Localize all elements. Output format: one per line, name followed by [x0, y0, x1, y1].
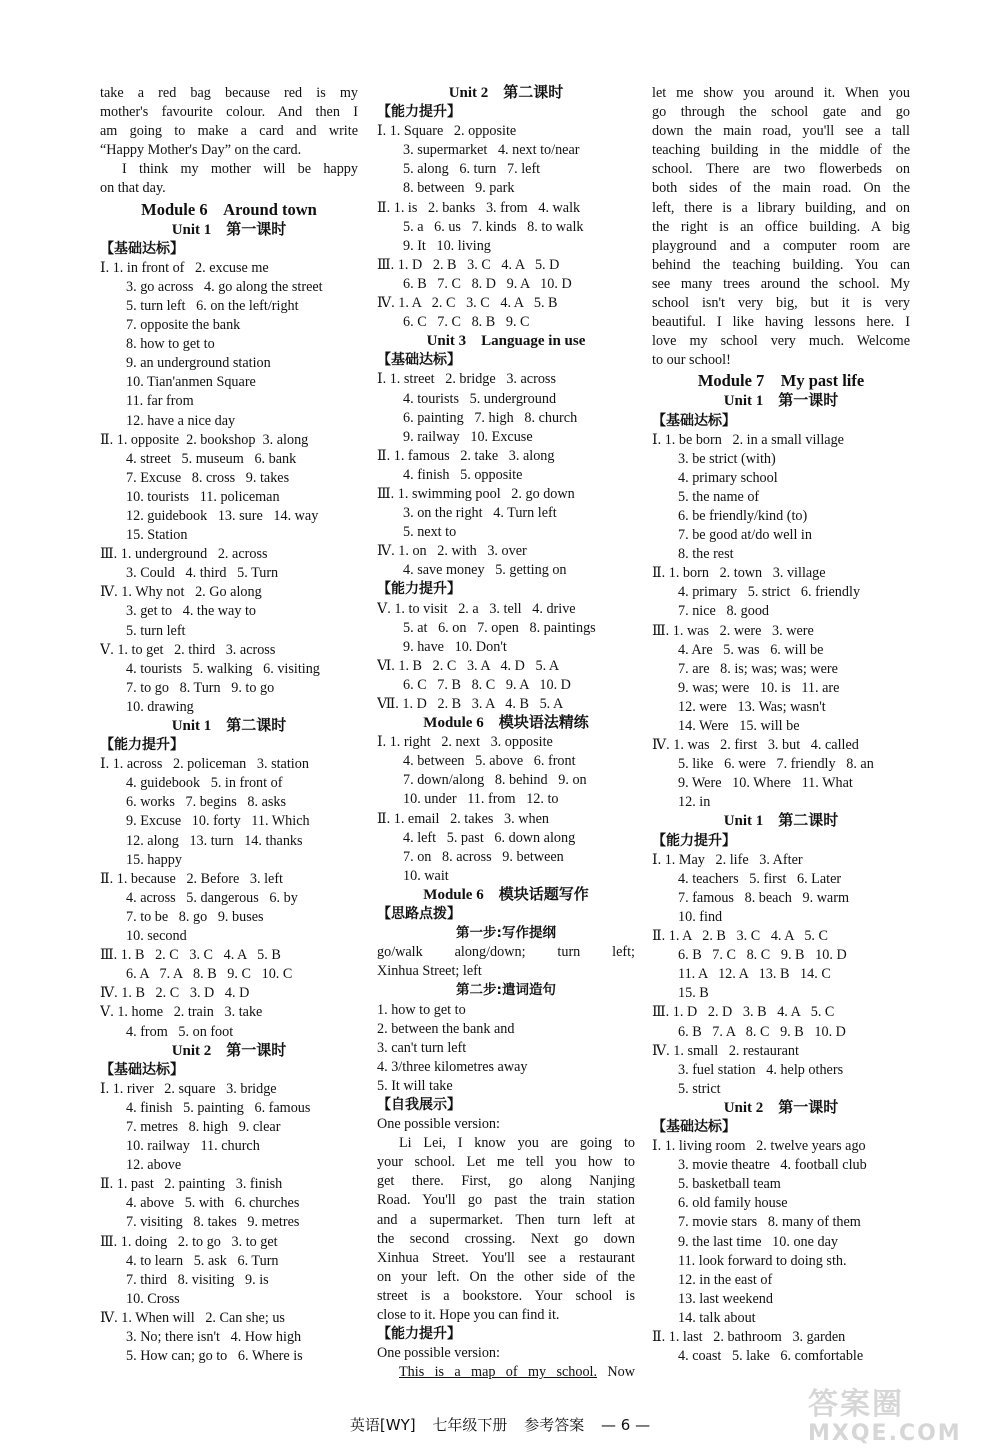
- answer-line: 4. from 5. on foot: [126, 1023, 234, 1040]
- answer-line: 3. Could 4. third 5. Turn: [126, 565, 279, 582]
- answer-line: 6. old family house: [678, 1195, 788, 1212]
- essay-line: take a red bag because red is my: [100, 85, 358, 101]
- answer-line: 7. opposite the bank: [126, 317, 241, 334]
- answer-line: 10. wait: [403, 867, 449, 884]
- answer-line: 5. strict: [678, 1080, 721, 1097]
- essay-line: I think my mother will be happy: [122, 161, 358, 178]
- answer-line: Ⅱ. 1. opposite 2. bookshop 3. along: [100, 431, 309, 448]
- answer-line: 11. A 12. A 13. B 14. C: [678, 966, 831, 983]
- essay-line: get there. First, go along Nanjing: [377, 1173, 635, 1190]
- answer-line: 7. visiting 8. takes 9. metres: [126, 1214, 300, 1231]
- answer-line: 9. It 10. living: [403, 237, 491, 254]
- answer-line: 12. along 13. turn 14. thanks: [126, 832, 303, 849]
- answer-line: 10. Tian'anmen Square: [126, 374, 256, 391]
- essay-line: and a supermarket. Then turn left at: [377, 1211, 635, 1228]
- section-tag: 【能力提升】: [652, 832, 736, 849]
- essay-line: “Happy Mother's Day” on the card.: [100, 142, 302, 159]
- section-tag: 【基础达标】: [100, 240, 184, 257]
- answer-line: 4. tourists 5. walking 6. visiting: [126, 660, 320, 677]
- answer-line: Ⅳ. 1. small 2. restaurant: [652, 1042, 799, 1059]
- answer-line: Ⅳ. 1. A 2. C 3. C 4. A 5. B: [377, 295, 558, 312]
- unit-heading: Unit 3 Language in use: [426, 333, 586, 350]
- answer-line: 7. third 8. visiting 9. is: [126, 1271, 269, 1288]
- essay-line: close to it. Hope you can find it.: [377, 1307, 560, 1323]
- answer-line: Ⅰ. 1. Square 2. opposite: [377, 123, 517, 140]
- section-tag: 【基础达标】: [100, 1061, 184, 1078]
- answer-line: 7. Excuse 8. cross 9. takes: [126, 469, 290, 486]
- page-number: — 6 —: [600, 1416, 651, 1434]
- answer-line: Ⅰ. 1. May 2. life 3. After: [652, 851, 803, 868]
- answer-line: 14. Were 15. will be: [678, 718, 800, 734]
- answer-line: Ⅰ. 1. street 2. bridge 3. across: [377, 371, 556, 388]
- answer-line: Ⅳ. 1. was 2. first 3. but 4. called: [652, 737, 859, 754]
- answer-line: One possible version:: [377, 1345, 500, 1362]
- unit-heading: Unit 2 第一课时: [171, 1042, 287, 1059]
- section-tag: 【能力提升】: [377, 581, 461, 598]
- essay-line: love my school very much. Welcome: [652, 333, 910, 350]
- essay-line: left, there is a library building, and on: [652, 199, 910, 216]
- answer-line: 3. can't turn left: [377, 1039, 467, 1056]
- answer-line: 9. Excuse 10. forty 11. Which: [126, 813, 310, 830]
- unit-heading: Unit 2 第二课时: [448, 85, 564, 101]
- answer-line: 4. finish 5. painting 6. famous: [126, 1099, 311, 1116]
- answer-line: 11. look forward to doing sth.: [678, 1252, 847, 1269]
- answer-line: 7. down/along 8. behind 9. on: [403, 772, 587, 789]
- answer-line: 4. Are 5. was 6. will be: [678, 641, 824, 658]
- answer-line: 4. between 5. above 6. front: [403, 753, 576, 770]
- essay-line: This is a map of my school. Now: [399, 1364, 635, 1381]
- answer-line: 6. be friendly/kind (to): [678, 507, 808, 524]
- column-left: [100, 84, 358, 1366]
- section-tag: 【思路点拨】: [377, 906, 461, 923]
- essay-line: the second crossing. Next go down: [377, 1230, 635, 1247]
- essay-line: behind the teaching building. You can: [652, 256, 910, 273]
- answer-line: 11. far from: [126, 393, 194, 410]
- answer-line: 5. along 6. turn 7. left: [403, 161, 541, 178]
- essay-line: beautiful. I like having lessons here. I: [652, 314, 910, 331]
- essay-line: down the main road, you'll see a tall: [652, 123, 910, 140]
- section-tag: 【基础达标】: [377, 352, 461, 369]
- answer-line: 4. across 5. dangerous 6. by: [126, 889, 298, 906]
- answer-line: Ⅰ. 1. living room 2. twelve years ago: [652, 1138, 866, 1155]
- answer-line: 3. be strict (with): [678, 450, 776, 467]
- answer-line: 12. were 13. Was; wasn't: [678, 698, 826, 715]
- answer-line: 4. primary 5. strict 6. friendly: [678, 584, 861, 601]
- answer-line: 4. coast 5. lake 6. comfortable: [678, 1348, 864, 1365]
- answer-line: Ⅲ. 1. B 2. C 3. C 4. A 5. B: [100, 947, 281, 964]
- answer-line: 14. talk about: [678, 1309, 756, 1326]
- answer-line: Ⅳ. 1. on 2. with 3. over: [377, 543, 527, 560]
- unit-heading: Module 6 模块语法精练: [423, 715, 589, 732]
- answer-line: 7. on 8. across 9. between: [403, 848, 564, 865]
- answer-line: 9. railway 10. Excuse: [403, 428, 533, 445]
- answer-line: 10. drawing: [126, 698, 194, 715]
- answer-line: Ⅱ. 1. A 2. B 3. C 4. A 5. C: [652, 928, 828, 945]
- answer-line: 6. works 7. begins 8. asks: [126, 794, 286, 811]
- answer-line: 4. save money 5. getting on: [403, 562, 567, 579]
- answer-line: 10. tourists 11. policeman: [126, 488, 280, 505]
- unit-heading: Unit 2 第一课时: [723, 1099, 839, 1116]
- answer-line: Ⅳ. 1. B 2. C 3. D 4. D: [100, 985, 250, 1002]
- answer-line: 7. be good at/do well in: [678, 527, 812, 544]
- essay-line: the right is an office building. A big: [652, 218, 910, 235]
- answer-line: 12. in: [678, 794, 711, 811]
- answer-line: 10. railway 11. church: [126, 1138, 260, 1155]
- answer-line: 3. on the right 4. Turn left: [403, 505, 557, 522]
- answer-line: 5. turn left: [126, 622, 186, 639]
- answer-line: 7. famous 8. beach 9. warm: [678, 889, 849, 906]
- essay-line: Li Lei, I know you are going to: [399, 1135, 635, 1152]
- answer-line: 15. B: [678, 985, 709, 1002]
- essay-line: go/walk along/down; turn left;: [377, 944, 635, 961]
- unit-heading: Unit 1 第一课时: [171, 221, 287, 238]
- unit-heading: Unit 1 第二课时: [171, 718, 287, 734]
- answer-line: 7. nice 8. good: [678, 603, 770, 620]
- answer-line: 4. primary school: [678, 469, 778, 486]
- answer-line: Ⅲ. 1. doing 2. to go 3. to get: [100, 1233, 278, 1250]
- answer-line: Ⅲ. 1. underground 2. across: [100, 546, 268, 563]
- answer-line: 9. was; were 10. is 11. are: [678, 679, 840, 696]
- answer-line: 12. above: [126, 1157, 182, 1174]
- footer-grade: 七年级下册: [432, 1416, 508, 1434]
- step-heading: 第二步:遣词造句: [456, 982, 556, 999]
- answer-line: 5. like 6. were 7. friendly 8. an: [678, 756, 874, 773]
- answer-line: 3. go across 4. go along the street: [126, 278, 323, 295]
- answer-line: 4. above 5. with 6. churches: [126, 1195, 300, 1212]
- answer-line: Ⅲ. 1. D 2. D 3. B 4. A 5. C: [652, 1004, 835, 1021]
- answer-line: 12. in the east of: [678, 1271, 773, 1288]
- essay-line: Xinhua Street. You'll see a restaurant: [377, 1249, 635, 1266]
- answer-line: 2. between the bank and: [377, 1020, 515, 1037]
- answer-line: Ⅰ. 1. be born 2. in a small village: [652, 431, 844, 448]
- answer-line: 3. get to 4. the way to: [126, 603, 257, 620]
- section-tag: 【能力提升】: [377, 1326, 461, 1343]
- essay-line: to our school!: [652, 352, 731, 369]
- answer-line: 5. turn left 6. on the left/right: [126, 297, 299, 314]
- answer-line: 6. A 7. A 8. B 9. C 10. C: [126, 966, 293, 983]
- answer-line: Ⅳ. 1. Why not 2. Go along: [100, 584, 262, 601]
- answer-line: Ⅱ. 1. past 2. painting 3. finish: [100, 1176, 283, 1193]
- essay-line: school. There are two flowerbeds on: [652, 161, 910, 178]
- answer-line: 10. Cross: [126, 1290, 180, 1307]
- answer-line: 8. between 9. park: [403, 180, 515, 197]
- answer-line: 7. are 8. is; was; was; were: [678, 660, 838, 677]
- answer-line: 6. B 7. C 8. C 9. B 10. D: [678, 947, 847, 964]
- module-heading: Module 6 Around town: [141, 199, 317, 219]
- essay-line: your school. Let me tell you how to: [377, 1154, 635, 1171]
- essay-line: mother's favourite colour. And then I: [100, 104, 358, 121]
- answer-line: 4. tourists 5. underground: [403, 390, 557, 407]
- answer-line: 5. the name of: [678, 488, 760, 505]
- essay-line: let me show you around it. When you: [652, 85, 910, 101]
- answer-line: 7. movie stars 8. many of them: [678, 1214, 861, 1231]
- answer-line: Xinhua Street; left: [377, 963, 482, 980]
- answer-line: 9. the last time 10. one day: [678, 1233, 838, 1250]
- answer-line: Ⅴ. 1. to visit 2. a 3. tell 4. drive: [377, 600, 576, 617]
- answer-line: Ⅰ. 1. in front of 2. excuse me: [100, 259, 269, 276]
- answer-line: 4. finish 5. opposite: [403, 466, 523, 483]
- answer-line: 10. second: [126, 928, 187, 945]
- answer-line: 3. movie theatre 4. football club: [678, 1157, 867, 1174]
- column-right: [652, 84, 910, 1366]
- answer-line: Ⅳ. 1. When will 2. Can she; us: [100, 1309, 285, 1326]
- underlined-phrase: This is a map of my school.: [399, 1364, 598, 1381]
- step-heading: 第一步:写作提纲: [456, 925, 556, 942]
- answer-line: 9. have 10. Don't: [403, 638, 507, 655]
- answer-line: 5. It will take: [377, 1077, 453, 1094]
- essay-line: am going to make a card and write: [100, 123, 358, 140]
- answer-line: Ⅱ. 1. last 2. bathroom 3. garden: [652, 1329, 846, 1345]
- answer-line: 9. Were 10. Where 11. What: [678, 775, 853, 792]
- answer-line: Ⅱ. 1. born 2. town 3. village: [652, 565, 826, 582]
- answer-line: Ⅱ. 1. famous 2. take 3. along: [377, 447, 555, 464]
- unit-heading: Module 6 模块话题写作: [423, 886, 589, 903]
- watermark-logo: [808, 1388, 976, 1450]
- watermark-title: 答案圈: [808, 1387, 904, 1422]
- answer-line: 4. left 5. past 6. down along: [403, 829, 576, 846]
- answer-line: 10. under 11. from 12. to: [403, 791, 559, 808]
- unit-heading: Unit 1 第一课时: [723, 393, 839, 410]
- essay-line: see many trees around the school. My: [652, 275, 910, 292]
- column-middle: [377, 84, 635, 1382]
- answer-line: 12. have a nice day: [126, 412, 236, 429]
- answer-line: 3. No; there isn't 4. How high: [126, 1329, 302, 1345]
- answer-line: 4. teachers 5. first 6. Later: [678, 870, 842, 887]
- footer-subject: 英语[WY]: [349, 1416, 416, 1434]
- answer-line: Ⅵ. 1. B 2. C 3. A 4. D 5. A: [377, 657, 560, 674]
- answer-line: 7. metres 8. high 9. clear: [126, 1118, 281, 1135]
- unit-heading: Unit 1 第二课时: [723, 813, 839, 830]
- answer-line: 7. to go 8. Turn 9. to go: [126, 679, 275, 696]
- answer-line: 4. to learn 5. ask 6. Turn: [126, 1252, 279, 1269]
- answer-line: Ⅲ. 1. was 2. were 3. were: [652, 622, 814, 639]
- footer-label: 参考答案: [524, 1416, 585, 1434]
- answer-line: Ⅴ. 1. home 2. train 3. take: [100, 1004, 263, 1021]
- answer-line: 4. 3/three kilometres away: [377, 1058, 528, 1075]
- essay-line: on that day.: [100, 180, 166, 197]
- answer-line: 12. guidebook 13. sure 14. way: [126, 507, 319, 524]
- essay-line: both sides of the main road. On the: [652, 180, 910, 197]
- answer-line: 5. How can; go to 6. Where is: [126, 1348, 303, 1365]
- answer-line: 6. B 7. C 8. D 9. A 10. D: [403, 275, 572, 292]
- answer-line: Ⅰ. 1. across 2. policeman 3. station: [100, 756, 309, 773]
- answer-line: 5. next to: [403, 524, 457, 541]
- watermark-url: MXQE.COM: [808, 1421, 962, 1446]
- answer-line: Ⅱ. 1. because 2. Before 3. left: [100, 870, 283, 887]
- answer-line: 6. painting 7. high 8. church: [403, 409, 578, 426]
- answer-line: 4. guidebook 5. in front of: [126, 775, 283, 792]
- essay-line: street is a bookstore. Your school is: [377, 1287, 635, 1304]
- answer-line: 10. find: [678, 908, 723, 925]
- answer-line: Ⅲ. 1. swimming pool 2. go down: [377, 485, 575, 502]
- answer-line: 3. fuel station 4. help others: [678, 1061, 844, 1078]
- answer-line: 8. the rest: [678, 546, 734, 563]
- answer-line: 5. a 6. us 7. kinds 8. to walk: [403, 218, 584, 235]
- answer-line: 5. basketball team: [678, 1176, 781, 1193]
- answer-line: Ⅴ. 1. to get 2. third 3. across: [100, 641, 276, 658]
- answer-line: 6. C 7. C 8. B 9. C: [403, 314, 530, 331]
- answer-line: 8. how to get to: [126, 336, 215, 353]
- answer-line: Ⅱ. 1. is 2. banks 3. from 4. walk: [377, 199, 581, 216]
- answer-line: 9. an underground station: [126, 355, 271, 372]
- answer-line: 13. last weekend: [678, 1290, 773, 1307]
- essay-line: school isn't very big, but it is very: [652, 295, 910, 312]
- essay-line: teaching building in the middle of the: [652, 142, 910, 159]
- section-tag: 【自我展示】: [377, 1096, 461, 1113]
- answer-line: 6. C 7. B 8. C 9. A 10. D: [403, 676, 571, 693]
- essay-line: go through the school gate and go: [652, 104, 910, 121]
- module-heading: Module 7 My past life: [697, 371, 865, 391]
- answer-line: 7. to be 8. go 9. buses: [126, 908, 264, 925]
- essay-line: Road. You'll go past the train station: [377, 1192, 635, 1209]
- answer-line: Ⅶ. 1. D 2. B 3. A 4. B 5. A: [377, 696, 564, 712]
- answer-line: 4. street 5. museum 6. bank: [126, 450, 297, 467]
- answer-line: 15. happy: [126, 851, 182, 868]
- answer-line: One possible version:: [377, 1116, 500, 1133]
- section-tag: 【基础达标】: [652, 412, 736, 429]
- section-tag: 【能力提升】: [100, 737, 184, 754]
- answer-line: 1. how to get to: [377, 1001, 466, 1018]
- essay-line: on your left. On the other side of the: [377, 1268, 635, 1285]
- answer-line: 5. at 6. on 7. open 8. paintings: [403, 619, 596, 636]
- answer-line: Ⅱ. 1. email 2. takes 3. when: [377, 810, 549, 827]
- answer-line: Ⅰ. 1. river 2. square 3. bridge: [100, 1080, 277, 1097]
- answer-line: 15. Station: [126, 527, 188, 544]
- answer-line: Ⅰ. 1. right 2. next 3. opposite: [377, 734, 553, 751]
- section-tag: 【能力提升】: [377, 104, 461, 121]
- essay-line: playground and a computer room are: [652, 237, 910, 254]
- section-tag: 【基础达标】: [652, 1118, 736, 1135]
- answer-line: 6. B 7. A 8. C 9. B 10. D: [678, 1023, 846, 1040]
- answer-line: Ⅲ. 1. D 2. B 3. C 4. A 5. D: [377, 256, 560, 273]
- answer-line: 3. supermarket 4. next to/near: [403, 142, 580, 159]
